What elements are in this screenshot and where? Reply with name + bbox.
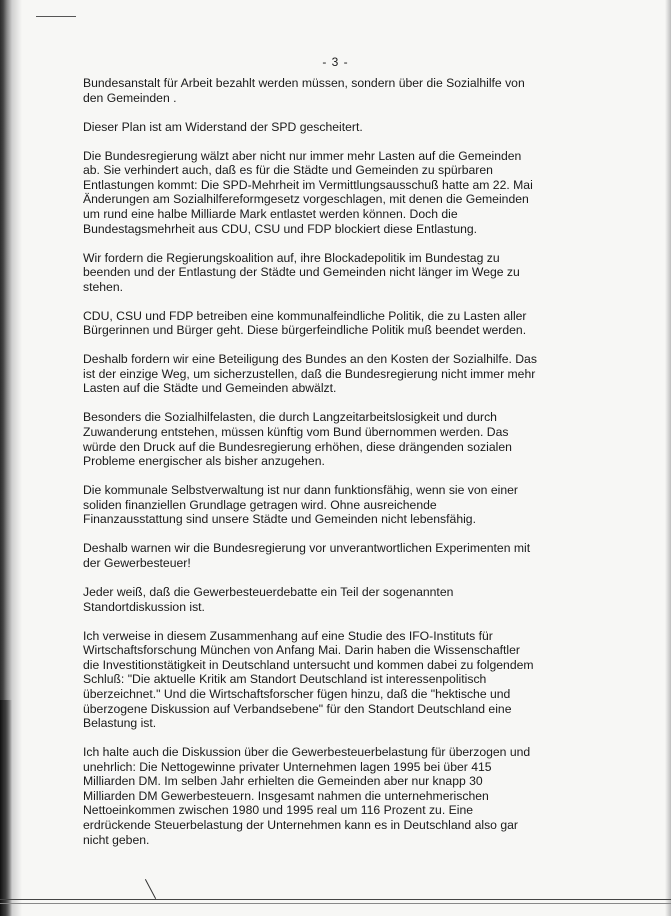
scan-scratch-mark: [145, 879, 156, 899]
text-line: Änderungen am Sozialhilfereformgesetz vorgeschlagen, mit denen die Gemeinden: [83, 192, 529, 207]
text-line: Bürgerinnen und Bürger geht. Diese bürgerfeindliche Politik muß beendet werden.: [83, 323, 527, 338]
text-line: Bundestagsmehrheit aus CDU, CSU und FDP blockiert diese Entlastung.: [83, 221, 478, 236]
text-line: nicht geben.: [83, 832, 150, 847]
paragraph: [83, 309, 668, 338]
text-line: Milliarden DM Gewerbesteuern. Insgesamt nahmen die unternehmerischen: [83, 788, 489, 803]
text-line: Deshalb warnen wir die Bundesregierung vor unverantwortlichen Experimenten mit: [83, 541, 531, 556]
text-line: Die kommunale Selbstverwaltung ist nur dann funktionsfähig, wenn sie von einer: [83, 483, 518, 498]
text-line: Ich halte auch die Diskussion über die Gewerbesteuerbelastung für überzogen und: [83, 745, 531, 760]
text-line: Schluß: "Die aktuelle Kritik am Standort Deutschland ist interessenpolitisch: [83, 672, 487, 687]
text-line: den Gemeinden .: [83, 90, 177, 105]
text-line: soliden finanziellen Grundlage getragen wird. Ohne ausreichende: [83, 497, 437, 512]
paragraph: [83, 483, 668, 527]
text-line: überzeichnet." Und die Wirtschaftsforscher fügen hinzu, daß die "hektische und: [83, 686, 511, 701]
text-line: Standortdiskussion ist.: [83, 599, 205, 614]
text-line: Zuwanderung entstehen, müssen künftig vom Bund übernommen werden. Das: [83, 425, 509, 440]
paragraph: [83, 629, 668, 731]
text-line: Deshalb fordern wir eine Beteiligung des Bundes an den Kosten der Sozialhilfe. Das: [83, 352, 537, 367]
paragraph: [83, 585, 668, 614]
text-line: Besonders die Sozialhilfelasten, die durch Langzeitarbeitslosigkeit und durch: [83, 410, 497, 425]
text-line: Milliarden DM. Im selben Jahr erhielten die Gemeinden aber nur knapp 30: [83, 774, 483, 789]
text-line: Bundesanstalt für Arbeit bezahlt werden müssen, sondern über die Sozialhilfe von: [83, 76, 525, 90]
page-number: - 3 -: [322, 55, 349, 69]
text-line: Lasten auf die Städte und Gemeinden abwälzt.: [83, 381, 337, 396]
text-line: Belastung ist.: [83, 716, 157, 731]
text-line: um rund eine halbe Milliarde Mark entlastet werden können. Doch die: [83, 206, 458, 221]
paragraph: [83, 410, 668, 468]
text-line: würde den Druck auf die Bundesregierung erhöhen, diese drängenden sozialen: [83, 439, 512, 454]
paragraph: [83, 76, 668, 105]
text-line: Finanzausstattung sind unsere Städte und Gemeinden nicht lebensfähig.: [83, 512, 476, 527]
paragraph: [83, 745, 668, 847]
paragraph: [83, 120, 668, 135]
top-rule-line: [36, 16, 76, 17]
text-line: der Gewerbesteuer!: [83, 555, 191, 570]
text-line: stehen.: [83, 279, 123, 294]
text-line: ab. Sie verhindert auch, daß es für die Städte und Gemeinden zu spürbaren: [83, 163, 493, 178]
text-line: Nettoeinkommen zwischen 1980 und 1995 real um 116 Prozent zu. Eine: [83, 803, 474, 818]
bottom-rule-line-secondary: [0, 903, 671, 904]
text-line: CDU, CSU und FDP betreiben eine kommunalfeindliche Politik, die zu Lasten aller: [83, 308, 527, 323]
text-line: unehrlich: Die Nettogewinne privater Unternehmen lagen 1995 bei über 415: [83, 759, 492, 774]
paragraph: [83, 352, 668, 396]
text-line: Wirtschaftsforschung München von Anfang Mai. Darin haben die Wissenschaftler: [83, 643, 520, 658]
text-line: Wir fordern die Regierungskoalition auf, ihre Blockadepolitik im Bundestag zu: [83, 250, 500, 265]
text-line: beenden und der Entlastung der Städte und Gemeinden nicht länger im Wege zu: [83, 265, 520, 280]
text-line: Entlastungen kommt: Die SPD-Mehrheit im Vermittlungsausschuß hatte am 22. Mai: [83, 177, 533, 192]
text-line: die Investitionstätigkeit in Deutschland untersucht und kommen dabei zu folgendem: [83, 657, 534, 672]
text-line: Ich verweise in diesem Zusammenhang auf eine Studie des IFO-Instituts für: [83, 628, 493, 643]
text-line: ist der einzige Weg, um sicherzustellen, daß die Bundesregierung nicht immer mehr: [83, 366, 536, 381]
scan-edge-shadow-left-lower: [0, 700, 12, 916]
text-line: erdrückende Steuerbelastung der Unternehmen kann es in Deutschland also gar: [83, 818, 518, 833]
text-line: Die Bundesregierung wälzt aber nicht nur immer mehr Lasten auf die Gemeinden: [83, 148, 522, 163]
bottom-rule-line: [0, 899, 671, 900]
document-body: [83, 76, 668, 862]
paragraph: [83, 251, 668, 295]
text-line: Dieser Plan ist am Widerstand der SPD gescheitert.: [83, 119, 363, 134]
text-line: überzogene Diskussion auf Verbandsebene" für den Standort Deutschland eine: [83, 701, 512, 716]
text-line: Jeder weiß, daß die Gewerbesteuerdebatte ein Teil der sogenannten: [83, 584, 454, 599]
paragraph: [83, 541, 668, 570]
text-line: Probleme energischer als bisher anzugehen.: [83, 454, 325, 469]
paragraph: [83, 149, 668, 237]
